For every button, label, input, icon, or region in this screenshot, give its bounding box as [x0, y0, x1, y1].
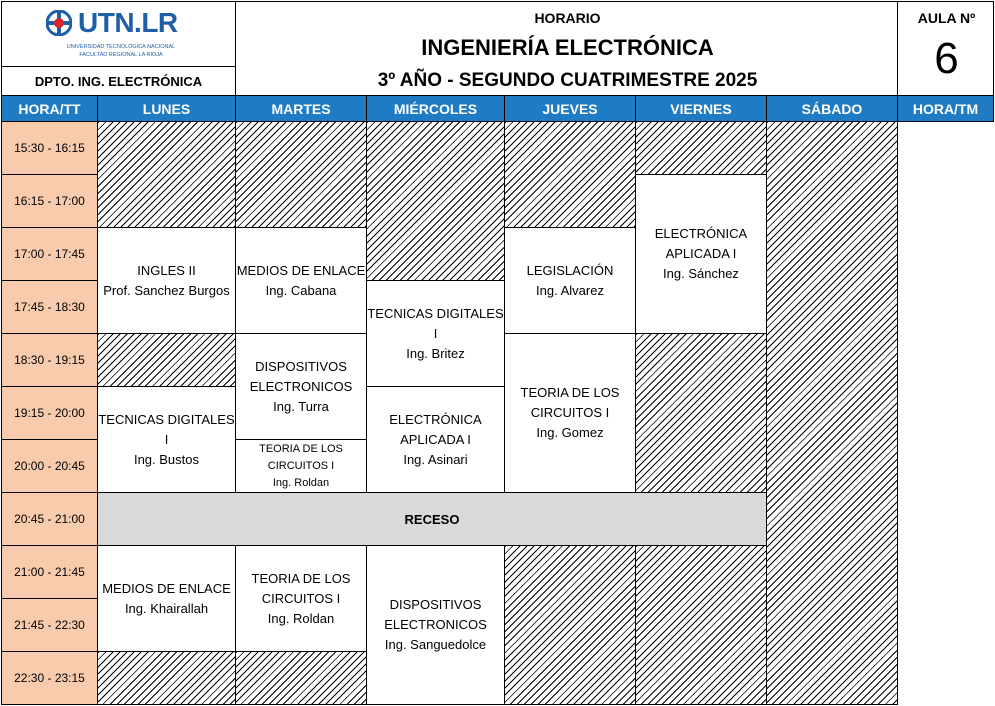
- aula-label: AULA Nº: [917, 10, 976, 26]
- col-header-sabado: SÁBADO: [766, 95, 898, 122]
- department-label: DPTO. ING. ELECTRÓNICA: [1, 66, 236, 96]
- class-subject: TECNICAS DIGITALES I: [98, 411, 235, 447]
- class-subject: DISPOSITIVOS: [389, 597, 482, 612]
- time-slot: 19:15 - 20:00: [1, 386, 98, 440]
- class-electronica-aplicada[interactable]: [366, 386, 505, 493]
- time-slot: 17:00 - 17:45: [1, 227, 98, 281]
- class-teacher: Ing. Asinari: [403, 451, 468, 467]
- class-subject: ELECTRÓNICA: [654, 226, 748, 241]
- class-teoria-de-los-circuitos[interactable]: [235, 545, 367, 652]
- class-teacher: Ing. Turra: [273, 398, 329, 414]
- class-teacher: Ing. Bustos: [133, 451, 200, 467]
- logo-box: [1, 1, 236, 67]
- class-subject: DISPOSITIVOS: [255, 358, 347, 374]
- utn-logo-icon: [46, 10, 72, 36]
- class-teacher: Ing. Gomez: [536, 425, 604, 440]
- class-tecnicas-digitales[interactable]: [366, 280, 505, 387]
- schedule-label: HORARIO: [534, 10, 601, 26]
- time-slot: 16:15 - 17:00: [1, 174, 98, 228]
- time-slot: 15:30 - 16:15: [1, 121, 98, 175]
- class-tecnicas-digitales[interactable]: [97, 386, 236, 493]
- class-teacher: Ing. Roldan: [267, 610, 335, 626]
- class-teacher: Ing. Britez: [406, 345, 465, 361]
- class-subject: TEORIA DE LOS: [259, 442, 343, 455]
- class-subject: TEORIA DE LOS: [520, 385, 620, 400]
- col-header-hora-tt: HORA/TT: [1, 95, 98, 122]
- time-slot: 20:00 - 20:45: [1, 439, 98, 493]
- class-subject: MEDIOS DE ENLACE: [236, 262, 366, 278]
- free-slot: [366, 121, 505, 281]
- col-header-viernes: VIERNES: [635, 95, 767, 122]
- col-header-hora-tm: HORA/TM: [897, 95, 994, 122]
- free-slot: [235, 121, 367, 228]
- class-subject: ELECTRÓNICA: [389, 411, 482, 427]
- time-slot: 17:45 - 18:30: [1, 280, 98, 334]
- class-subject: APLICADA I: [665, 246, 737, 261]
- class-teacher: Ing. Sanguedolce: [384, 637, 487, 652]
- title-box: [235, 1, 898, 96]
- free-slot: [635, 545, 767, 705]
- class-electronica-aplicada[interactable]: [635, 174, 767, 334]
- class-teacher: Ing. Cabana: [265, 282, 337, 298]
- time-slot: 20:45 - 21:00: [1, 492, 98, 546]
- time-slot: 21:00 - 21:45: [1, 545, 98, 599]
- class-medios-de-enlace[interactable]: [235, 227, 367, 334]
- class-subject: APLICADA I: [400, 431, 471, 447]
- class-subject: TEORIA DE LOS: [251, 570, 351, 586]
- free-slot: [235, 651, 367, 705]
- class-subject: MEDIOS DE ENLACE: [102, 580, 231, 596]
- class-legislacion[interactable]: [504, 227, 636, 334]
- col-header-lunes: LUNES: [97, 95, 236, 122]
- time-slot: 21:45 - 22:30: [1, 598, 98, 652]
- time-slot: 22:30 - 23:15: [1, 651, 98, 705]
- class-subject: ELECTRONICOS: [249, 378, 353, 394]
- aula-box: [897, 1, 994, 96]
- col-header-martes: MARTES: [235, 95, 367, 122]
- logo-line-1: UNIVERSIDAD TECNOLÓGICA NACIONAL: [66, 44, 176, 50]
- aula-number: 6: [934, 34, 959, 83]
- class-teacher: Ing. Alvarez: [536, 282, 604, 298]
- class-subject: CIRCUITOS I: [267, 459, 335, 472]
- page-subtitle: 3º AÑO - SEGUNDO CUATRIMESTRE 2025: [377, 70, 758, 91]
- class-teacher: Ing. Sánchez: [663, 266, 739, 281]
- logo-line-2: FACULTAD REGIONAL LA RIOJA: [79, 52, 163, 58]
- col-header-miercoles: MIÉRCOLES: [366, 95, 505, 122]
- class-dispositivos-electronicos[interactable]: [235, 333, 367, 440]
- class-medios-de-enlace[interactable]: [97, 545, 236, 652]
- free-slot: [97, 651, 236, 705]
- recess-band: [97, 492, 767, 546]
- class-dispositivos-electronicos[interactable]: [366, 545, 505, 705]
- page-title: INGENIERÍA ELECTRÓNICA: [421, 35, 714, 60]
- class-subject: ELECTRONICOS: [384, 617, 487, 632]
- class-teacher: Ing. Roldan: [272, 476, 330, 489]
- class-teoria-de-los-circuitos[interactable]: [235, 439, 367, 493]
- class-teoria-de-los-circuitos[interactable]: [504, 333, 636, 493]
- class-teacher: Prof. Sanchez Burgos: [103, 282, 230, 298]
- class-subject: TECNICAS DIGITALES I: [367, 305, 504, 341]
- class-subject: INGLES II: [137, 262, 196, 278]
- free-slot: [635, 121, 767, 175]
- free-slot: [504, 121, 636, 228]
- class-subject: CIRCUITOS I: [530, 405, 610, 420]
- class-teacher: Ing. Khairallah: [124, 600, 209, 616]
- free-slot: [635, 333, 767, 493]
- class-subject: CIRCUITOS I: [261, 590, 341, 606]
- class-ingles-ii[interactable]: [97, 227, 236, 334]
- free-slot: [97, 333, 236, 387]
- class-subject: LEGISLACIÓN: [526, 262, 614, 278]
- recess-label: RECESO: [404, 511, 460, 527]
- free-slot: [97, 121, 236, 228]
- logo-text: UTN.LR: [78, 7, 178, 38]
- col-header-jueves: JUEVES: [504, 95, 636, 122]
- free-slot: [766, 121, 898, 705]
- free-slot: [504, 545, 636, 705]
- time-slot: 18:30 - 19:15: [1, 333, 98, 387]
